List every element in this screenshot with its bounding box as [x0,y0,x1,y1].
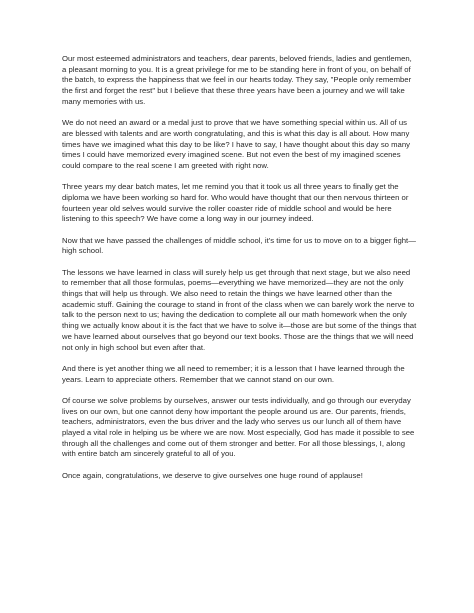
paragraph-high-school: Now that we have passed the challenges of middle school, it's time for us to move on to a bigger fight—high school. [62,235,416,256]
paragraph-lessons: The lessons we have learned in class will surely help us get through that next stage, but we also need to remember that all those formulas, poems—everything we have memorized—they are not the only things that will help us through. We also need to retain the things we have learned other than the academic stuff. Gaining the courage to stand in front of the class when we can barely work the nerve to talk to the person next to us; having the dedication to complete all our math homework when the only thing we actually know about it is the fact that we have to solve it—those are but some of the things that we have learned about ourselves that go beyond our text books. Those are the things that we will need not only in high school but even after that. [62,267,417,352]
paragraph-greeting: Our most esteemed administrators and teachers, dear parents, beloved friends, ladies and gentlemen, a pleasant morning to you. It is a great privilege for me to be standing here in front of you, on behalf of the batch, to express the happiness that we feel in our hearts today. They say, "People only remember the first and forget the rest" but I believe that these three years have been a journey and we will take many memories with us. [62,54,412,106]
paragraph-closing: Once again, congratulations, we deserve to give ourselves one huge round of applause! [62,470,363,480]
paragraph-three-years: Three years my dear batch mates, let me remind you that it took us all three years to finally get the diploma we have been working so hard for. Who would have thought that our then nervous thirteen or fourteen year old selves would survive the roller coaster ride of middle school and would be here listening to this speech? We have come a long way in our journey indeed. [62,182,409,224]
paragraph-talents: We do not need an award or a medal just to prove that we have something special within us. All of us are blessed with talents and are worth congratulating, and this is what this day is all about. How many times have we imagined what this day to be like? I have to say, I have thought about this day so many times I could have memorized every imagined scene. But not even the best of my imagined scenes could compare to the real scene I am greeted with right now. [62,118,411,170]
speech-body [62,54,417,492]
paragraph-appreciate-others: And there is yet another thing we all need to remember; it is a lesson that I have learned through the years. Learn to appreciate others. Remember that we cannot stand on our own. [62,363,405,384]
paragraph-gratitude: Of course we solve problems by ourselves, answer our tests individually, and go through our everyday lives on our own, but one cannot deny how important the people around us are. Our parents, friends, teachers, administrators, even the bus driver and the lady who serves us our lunch all of them have played a vital role in helping us be where we are now. Most especially, God has made it possible to see through all the challenges and come out of them stronger and better. For all those blessings, I, along with entire batch am sincerely grateful to all of you. [62,395,415,459]
